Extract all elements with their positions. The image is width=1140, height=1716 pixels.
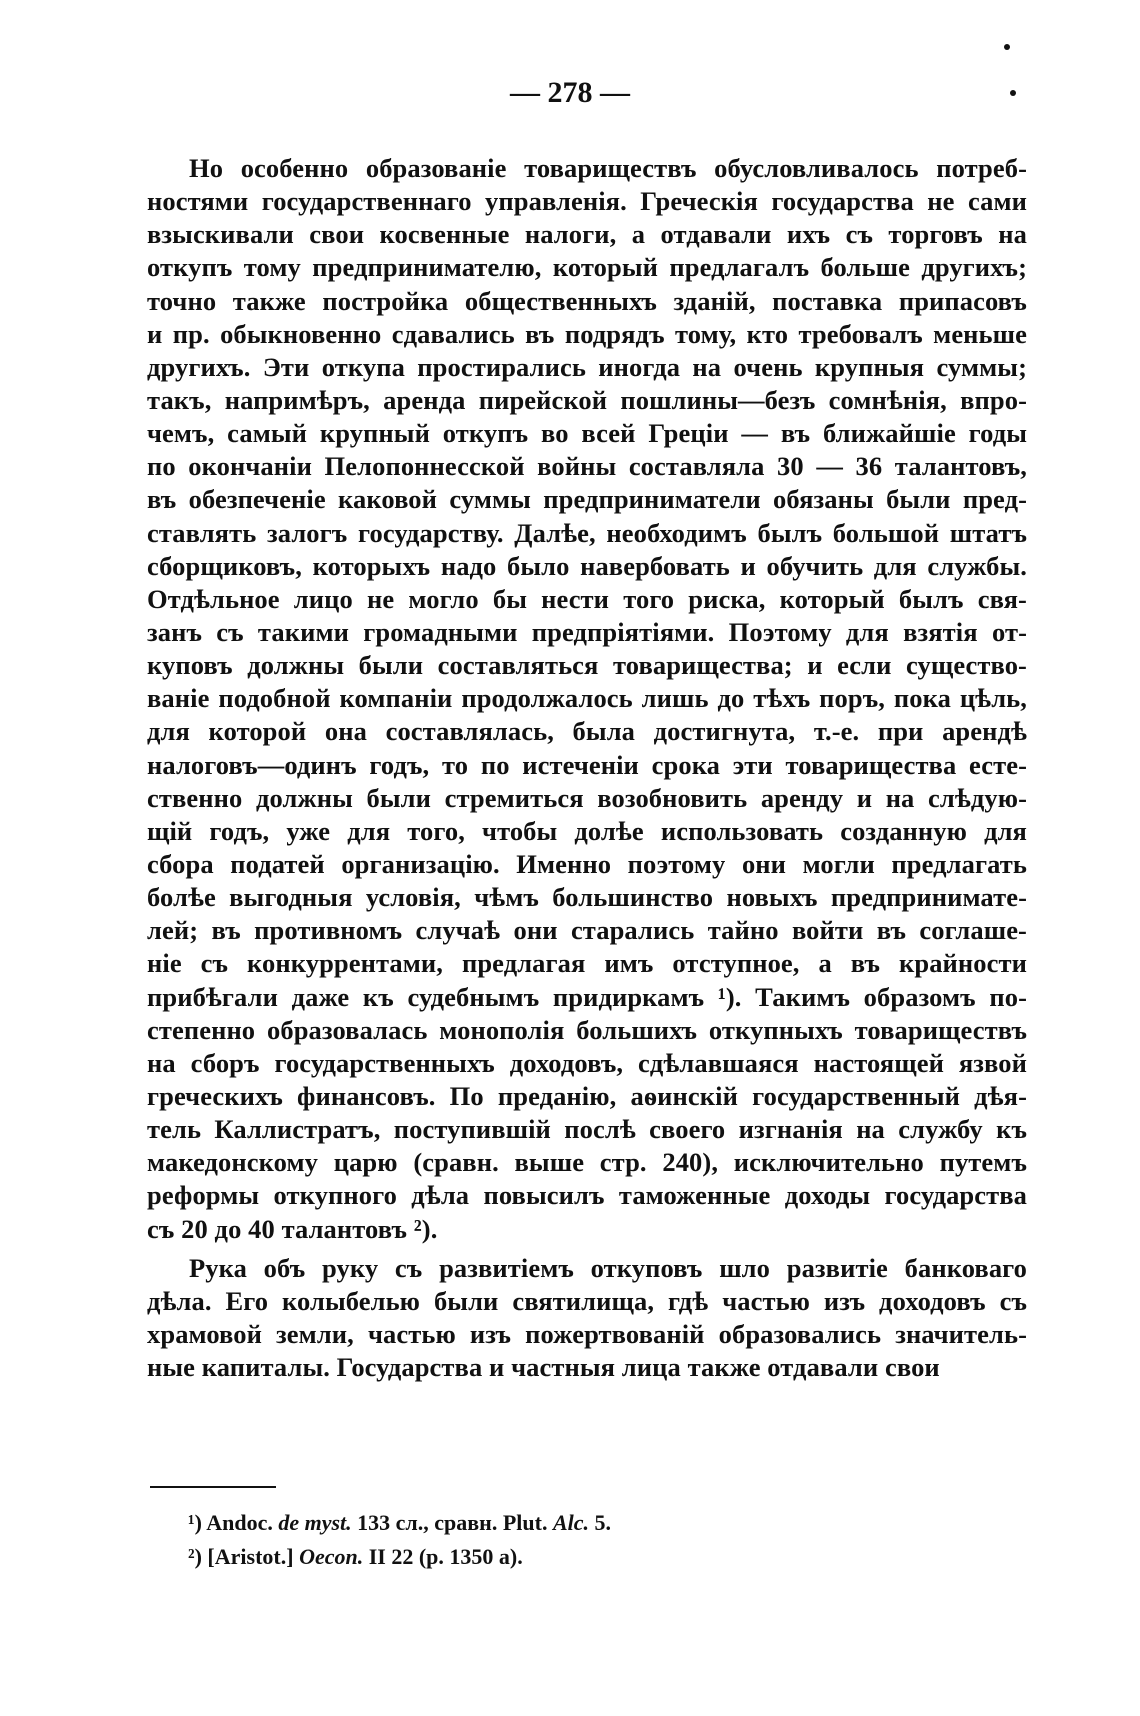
text-line: Отдѣльное лицо не могло бы нести того риска, который былъ свя- <box>147 583 1027 614</box>
text-line: налоговъ—одинъ годъ, то по истеченіи срока эти товарищества есте- <box>147 749 1027 780</box>
text-line: точно также постройка общественныхъ зданій, поставка припасовъ <box>147 285 1027 316</box>
text-line: тель Каллистратъ, поступившій послѣ своего изгнанія на службу къ <box>147 1114 1027 1145</box>
text-line: сборщиковъ, которыхъ надо было навербовать и обучить для службы. <box>147 550 1027 581</box>
text-line: ставлять залогъ государству. Далѣе, необходимъ былъ большой штатъ <box>147 517 1027 548</box>
text-line: куповъ должны были составляться товарищества; и если существо- <box>147 650 1027 681</box>
paragraph-2 <box>147 1252 1027 1385</box>
text-line: реформы откупного дѣла повысилъ таможенные доходы государства <box>147 1180 1027 1211</box>
text-line: щій годъ, уже для того, чтобы долѣе использовать созданную для <box>147 815 1027 846</box>
text-line: на сборъ государственныхъ доходовъ, сдѣлавшаяся настоящей язвой <box>147 1047 1027 1078</box>
text-line: храмовой земли, частью изъ пожертвованій образовались значитель- <box>147 1318 1027 1349</box>
text-line: ніе съ конкуррентами, предлагая имъ отступное, а въ крайности <box>147 948 1027 979</box>
text-line: Рука объ руку съ развитіемъ откуповъ шло развитіе банковаго <box>189 1252 1027 1283</box>
footnote-1: ¹) Andoc. de myst. 133 сл., сравн. Plut. Alc. 5. <box>188 1510 612 1535</box>
footnote-2: ²) [Aristot.] Oecon. II 22 (p. 1350 a). <box>188 1544 523 1569</box>
text-line: Но особенно образованіе товариществъ обусловливалось потреб- <box>189 153 1027 183</box>
text-line: и пр. обыкновенно сдавались въ подрядъ тому, кто требовалъ меньше <box>147 318 1027 349</box>
text-line: взыскивали свои косвенные налоги, а отдавали ихъ съ торговъ на <box>147 219 1027 250</box>
text-line: по окончаніи Пелопоннесской войны составляла 30 — 36 талантовъ, <box>147 451 1027 482</box>
text-line: въ обезпеченіе каковой суммы предприниматели обязаны были пред- <box>147 484 1027 515</box>
text-line: прибѣгали даже къ судебнымъ придиркамъ ¹). Такимъ образомъ по- <box>147 981 1027 1012</box>
body-text <box>147 152 1027 1384</box>
text-line: сбора податей организацію. Именно поэтому они могли предлагать <box>147 848 1027 879</box>
text-line: откупъ тому предпринимателю, который предлагалъ больше другихъ; <box>147 252 1027 283</box>
margin-dot <box>1010 90 1016 96</box>
text-line: лей; въ противномъ случаѣ они старались тайно войти въ соглаше- <box>147 915 1027 946</box>
text-line: такъ, напримѣръ, аренда пирейской пошлины—безъ сомнѣнія, впро- <box>147 384 1027 415</box>
text-line: македонскому царю (сравн. выше стр. 240), исключительно путемъ <box>147 1147 1027 1178</box>
page-number: — 278 — <box>510 76 630 109</box>
text-line: другихъ. Эти откупа простирались иногда на очень крупныя суммы; <box>147 351 1027 382</box>
footnotes <box>188 1506 948 1574</box>
text-line: для которой она составлялась, была достигнута, т.-е. при арендѣ <box>147 716 1027 747</box>
text-line: ваніе подобной компаніи продолжалось лишь до тѣхъ поръ, пока цѣль, <box>147 683 1027 714</box>
footnote-separator <box>150 1486 276 1488</box>
paragraph-1 <box>147 152 1027 1246</box>
text-line: чемъ, самый крупный откупъ во всей Греціи — въ ближайшіе годы <box>147 418 1027 449</box>
text-line: занъ съ такими громадными предпріятіями. Поэтому для взятія от- <box>147 616 1027 647</box>
margin-dot <box>1004 44 1010 50</box>
text-line: греческихъ финансовъ. По преданію, аѳинскій государственный дѣя- <box>147 1080 1027 1111</box>
text-line: дѣла. Его колыбелью были святилища, гдѣ частью изъ доходовъ съ <box>147 1285 1027 1316</box>
text-line: ностями государственнаго управленія. Греческія государства не сами <box>147 186 1027 217</box>
text-line: ственно должны были стремиться возобновить аренду и на слѣдую- <box>147 782 1027 813</box>
text-line: болѣе выгодныя условія, чѣмъ большинство новыхъ предпринимате- <box>147 882 1027 913</box>
text-line: степенно образовалась монополія большихъ откупныхъ товариществъ <box>147 1014 1027 1045</box>
text-line: съ 20 до 40 талантовъ ²). <box>147 1213 438 1244</box>
text-line: ные капиталы. Государства и частныя лица также отдавали свои <box>147 1352 940 1383</box>
